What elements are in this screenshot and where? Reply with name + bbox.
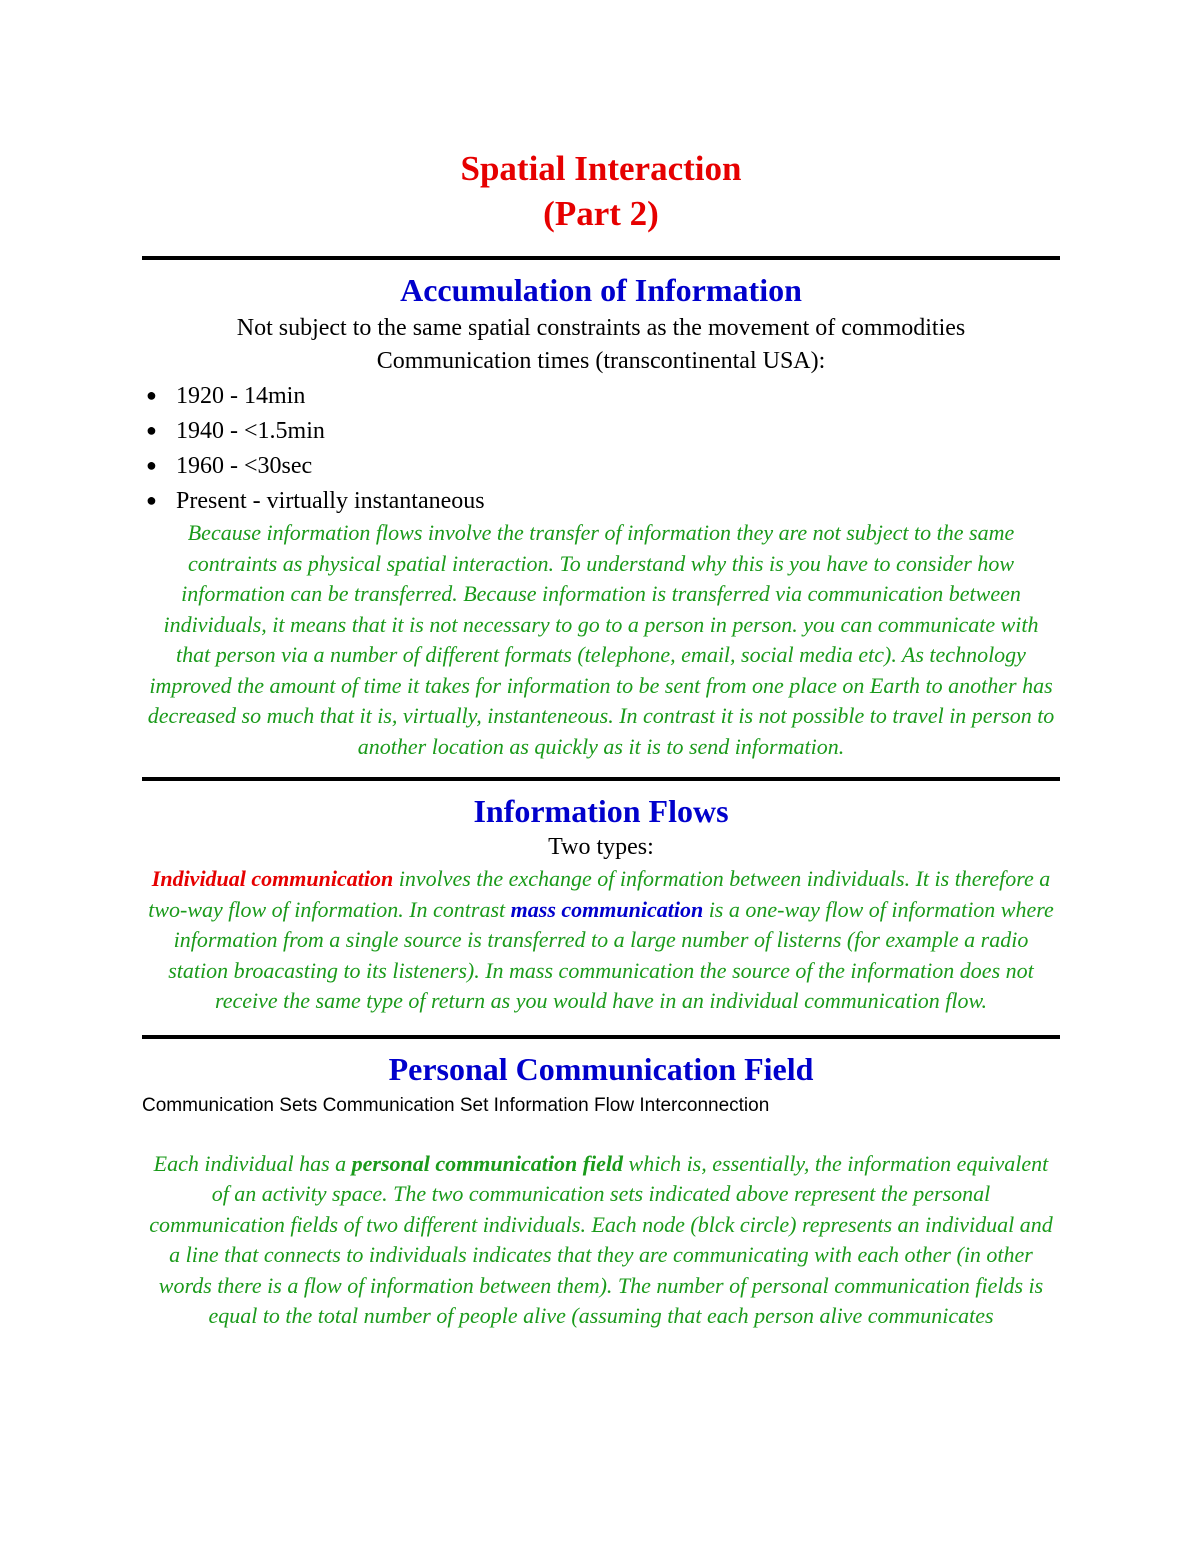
section1-explanation: Because information flows involve the transfer of information they are not subject to the same contraints as physical spatial interaction. To understand why this is you have to consider how information can be transferred. Because information is transferred via communication between individuals, it means that it is not necessary to go to a person in person. you can communicate with that person via a number of different formats (telephone, email, social media etc). As technology improved the amount of time it takes for information to be sent from one place on Earth to another has decreased so much that it is, virtually, instanteneous. In contrast it is not possible to travel in person to another location as quickly as it is to send information.	[147, 520, 1055, 759]
list-item: ● 1920 - 14min	[142, 378, 1060, 413]
document-title	[142, 146, 1060, 236]
list-item: ● 1940 - <1.5min	[142, 413, 1060, 448]
document-page	[142, 140, 1060, 1332]
list-item: ● 1960 - <30sec	[142, 448, 1060, 483]
section-heading-information-flows: Information Flows	[473, 793, 729, 829]
section3-explanation: Each individual has a personal communication field which is, essentially, the information equivalent of an activity space. The two communication sets indicated above represent the personal communication fields of two different individuals. Each node (blck circle) represents an individual and a line that connects to individuals indicates that they are communicating with each other (in other words there is a flow of information between them). The number of personal communication fields is equal to the total number of people alive (assuming that each person alive communicates	[149, 1150, 1053, 1328]
divider-2	[142, 777, 1060, 781]
section2-subheading: Two types:	[548, 834, 654, 860]
communication-times-list	[142, 378, 1060, 518]
section-heading-personal-communication-field: Personal Communication Field	[388, 1050, 814, 1087]
title-line-1: Spatial Interaction	[460, 149, 742, 188]
bullet-icon: ●	[146, 385, 157, 405]
term-personal-communication-field: personal communication field	[351, 1150, 624, 1176]
section1-line-1: Not subject to the same spatial constraints as the movement of commodities	[236, 315, 966, 341]
term-individual-communication: Individual communication	[151, 866, 394, 891]
bullet-icon: ●	[146, 455, 157, 475]
section2-explanation: Individual communication involves the exchange of information between individuals. It is therefore a two-way flow of information. In contrast mass communication is a one-way flow of information where information from a single source is transferred to a large number of listerns (for example a radio station broacasting to its listeners). In mass communication the source of the information does not receive the same type of return as you would have in an individual communication flow.	[148, 866, 1054, 1013]
divider-3	[142, 1035, 1060, 1039]
section-heading-accumulation: Accumulation of Information	[400, 272, 802, 308]
section1-line-2: Communication times (transcontinental USA):	[376, 348, 826, 374]
list-item: ● Present - virtually instantaneous	[142, 483, 1060, 518]
figure-labels: Communication Sets Communication Set Information Flow Interconnection	[142, 1094, 770, 1116]
term-mass-communication: mass communication	[510, 896, 704, 922]
bullet-icon: ●	[146, 490, 157, 510]
bullet-icon: ●	[146, 420, 157, 440]
title-line-2: (Part 2)	[543, 194, 659, 233]
divider-1	[142, 256, 1060, 260]
